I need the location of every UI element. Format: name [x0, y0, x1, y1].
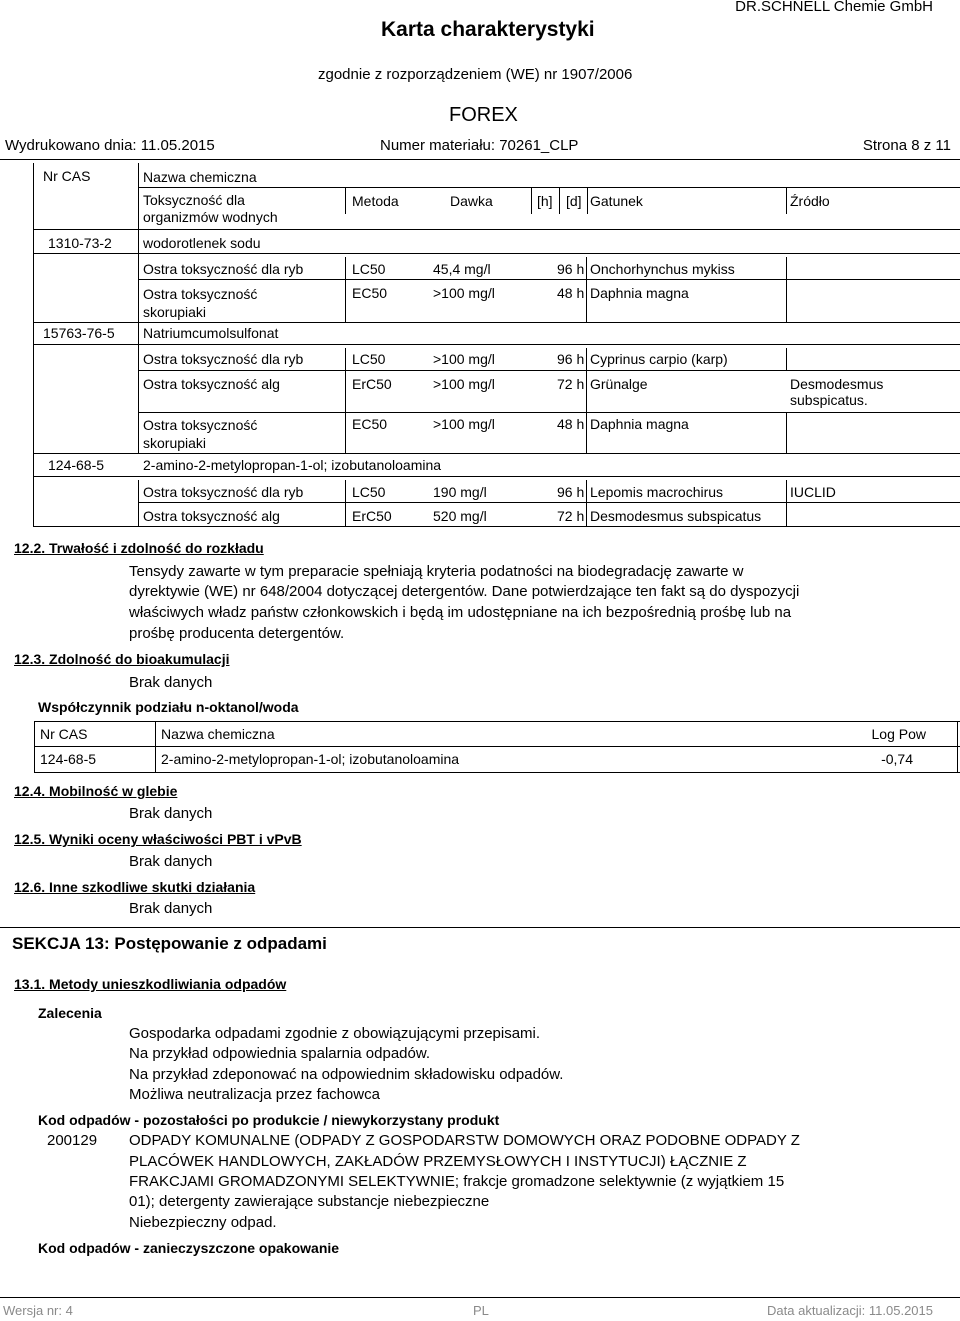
regulation-line: zgodnie z rozporządzeniem (WE) nr 1907/2006: [318, 66, 633, 83]
recommendation-line: Na przykład odpowiednia spalarnia odpadów.: [129, 1045, 431, 1062]
table-cell-dose: >100 mg/l: [433, 351, 495, 367]
section-12-2-line: prośbę producenta detergentów.: [129, 625, 345, 642]
substance-cas: 15763-76-5: [43, 325, 115, 341]
footer-version: Wersja nr: 4: [3, 1303, 73, 1318]
company-name: DR.SCHNELL Chemie GmbH: [735, 0, 933, 15]
waste-code: 200129: [47, 1132, 98, 1149]
table-cell-method: ErC50: [352, 508, 392, 524]
page-number: Strona 8 z 11: [862, 137, 951, 154]
table-cell-species: Onchorhynchus mykiss: [590, 261, 735, 277]
table-cell-time: 48 h: [557, 285, 585, 301]
section-12-2-heading: 12.2. Trwałość i zdolność do rozkładu: [14, 540, 264, 556]
section-12-2-line: Tensydy zawarte w tym preparacie spełniają kryteria podatności na biodegradację zawarte w: [129, 563, 744, 580]
col-h-header: [h]: [537, 193, 553, 209]
header-divider: [0, 159, 960, 160]
table-cell-time: 96 h: [557, 261, 585, 277]
section-12-2-line: dyrektywie (WE) nr 648/2004 dotyczącej detergentów. Dane potwierdzające ten fakt są do dyspozycji: [129, 583, 800, 600]
section-13-1-heading: 13.1. Metody unieszkodliwiania odpadów: [14, 976, 287, 992]
partition-coefficient-heading: Współczynnik podziału n-oktanol/woda: [38, 699, 299, 715]
table-cell-time: 48 h: [557, 416, 585, 432]
substance-cas: 1310-73-2: [48, 235, 112, 251]
col-cas-header: Nr CAS: [40, 726, 88, 742]
substance-cas: 124-68-5: [48, 457, 105, 473]
table-cell-species: Lepomis macrochirus: [590, 484, 724, 500]
table-cell-cas: 124-68-5: [40, 751, 97, 767]
table-cell-time: 72 h: [557, 508, 585, 524]
section-12-6-heading: 12.6. Inne szkodliwe skutki działania: [14, 879, 256, 895]
table-cell-species: Cyprinus carpio (karp): [590, 351, 728, 367]
table-cell-time: 96 h: [557, 351, 585, 367]
table-cell-time: 72 h: [557, 376, 585, 392]
col-dose-header: Dawka: [450, 193, 493, 209]
recommendation-line: Na przykład zdeponować na odpowiednim składowisku odpadów.: [129, 1066, 564, 1083]
table-cell-species: Desmodesmus subspicatus: [590, 508, 762, 524]
waste-description-line: Niebezpieczny odpad.: [129, 1214, 277, 1231]
table-cell-tox: Ostra toksyczność alg: [143, 508, 280, 524]
table-cell-dose: >100 mg/l: [433, 376, 495, 392]
col-toxicity-header: Toksyczność dla organizmów wodnych: [143, 192, 278, 225]
recommendation-line: Możliwa neutralizacja przez fachowca: [129, 1086, 380, 1103]
table-cell-method: EC50: [352, 416, 388, 432]
col-logpow-header: Log Pow: [871, 726, 926, 742]
table-cell-species: Daphnia magna: [590, 416, 689, 432]
table-cell-method: LC50: [352, 261, 386, 277]
table-cell-method: EC50: [352, 285, 388, 301]
waste-description-line: PLACÓWEK HANDLOWYCH, ZAKŁADÓW PRZEMYSŁOWYCH I INSTYTUCJI) ŁĄCZNIE Z: [129, 1153, 747, 1170]
section-12-6-text: Brak danych: [129, 900, 213, 917]
product-name: FOREX: [449, 104, 518, 126]
col-species-header: Gatunek: [590, 193, 643, 209]
table-cell-time: 96 h: [557, 484, 585, 500]
section-12-5-heading: 12.5. Wyniki oceny właściwości PBT i vPvB: [14, 831, 302, 847]
table-cell-tox: Ostra toksyczność skorupiaki: [143, 286, 258, 320]
table-cell-tox: Ostra toksyczność alg: [143, 376, 280, 392]
substance-name: Natriumcumolsulfonat: [143, 325, 279, 341]
waste-description-line: FRAKCJAMI GROMADZONYMI SELEKTYWNIE; frakcje gromadzone selektywnie (z wyjątkiem 15: [129, 1173, 785, 1190]
col-name-header: Nazwa chemiczna: [143, 169, 257, 185]
table-cell-dose: >100 mg/l: [433, 416, 495, 432]
section-12-2-line: właściwych władz państw członkowskich i będą im udostępniane na ich bezpośrednią prośbę lub na: [129, 604, 792, 621]
table-cell-species: Grünalge: [590, 376, 648, 392]
footer-divider: [0, 1297, 960, 1298]
table-cell-method: LC50: [352, 351, 386, 367]
waste-description-line: 01); detergenty zawierające substancje niebezpieczne: [129, 1193, 490, 1210]
table-cell-name: 2-amino-2-metylopropan-1-ol; izobutanoloamina: [161, 751, 460, 767]
col-d-header: [d]: [566, 193, 582, 209]
section-12-5-text: Brak danych: [129, 853, 213, 870]
section-12-4-heading: 12.4. Mobilność w glebie: [14, 783, 178, 799]
col-source-header: Źródło: [790, 193, 830, 209]
section-13-title: SEKCJA 13: Postępowanie z odpadami: [12, 934, 327, 953]
table-cell-dose: 520 mg/l: [433, 508, 487, 524]
table-cell-tox: Ostra toksyczność skorupiaki: [143, 417, 258, 451]
table-cell-tox: Ostra toksyczność dla ryb: [143, 484, 304, 500]
table-cell-tox: Ostra toksyczność dla ryb: [143, 261, 304, 277]
table-cell-dose: 45,4 mg/l: [433, 261, 491, 277]
recommendation-line: Gospodarka odpadami zgodnie z obowiązującymi przepisami.: [129, 1025, 541, 1042]
footer-language: PL: [473, 1303, 489, 1318]
col-name-header: Nazwa chemiczna: [161, 726, 275, 742]
table-cell-source: Desmodesmus subspicatus.: [790, 376, 884, 408]
waste-description-line: ODPADY KOMUNALNE (ODPADY Z GOSPODARSTW DOMOWYCH ORAZ PODOBNE ODPADY Z: [129, 1132, 800, 1149]
table-cell-method: LC50: [352, 484, 386, 500]
table-cell-dose: 190 mg/l: [433, 484, 487, 500]
section-12-4-text: Brak danych: [129, 805, 213, 822]
col-method-header: Metoda: [352, 193, 399, 209]
substance-name: 2-amino-2-metylopropan-1-ol; izobutanoloamina: [143, 457, 442, 473]
table-cell-source: IUCLID: [790, 484, 836, 500]
section-12-3-text: Brak danych: [129, 674, 213, 691]
footer-updated: Data aktualizacji: 11.05.2015: [767, 1303, 933, 1318]
table-cell-method: ErC50: [352, 376, 392, 392]
material-number: Numer materiału: 70261_CLP: [380, 137, 579, 154]
table-cell-tox: Ostra toksyczność dla ryb: [143, 351, 304, 367]
printed-date: Wydrukowano dnia: 11.05.2015: [5, 137, 215, 154]
waste-code-heading: Kod odpadów - pozostałości po produkcie / niewykorzystany produkt: [38, 1112, 500, 1128]
table-cell-logpow: -0,74: [881, 751, 913, 767]
table-cell-species: Daphnia magna: [590, 285, 689, 301]
document-title: Karta charakterystyki: [381, 18, 595, 41]
col-cas-header: Nr CAS: [43, 168, 91, 184]
packaging-code-heading: Kod odpadów - zanieczyszczone opakowanie: [38, 1240, 340, 1256]
substance-name: wodorotlenek sodu: [143, 235, 261, 251]
section-12-3-heading: 12.3. Zdolność do bioakumulacji: [14, 651, 230, 667]
section-13-divider: [0, 927, 960, 928]
table-cell-dose: >100 mg/l: [433, 285, 495, 301]
recommendations-label: Zalecenia: [38, 1005, 102, 1021]
